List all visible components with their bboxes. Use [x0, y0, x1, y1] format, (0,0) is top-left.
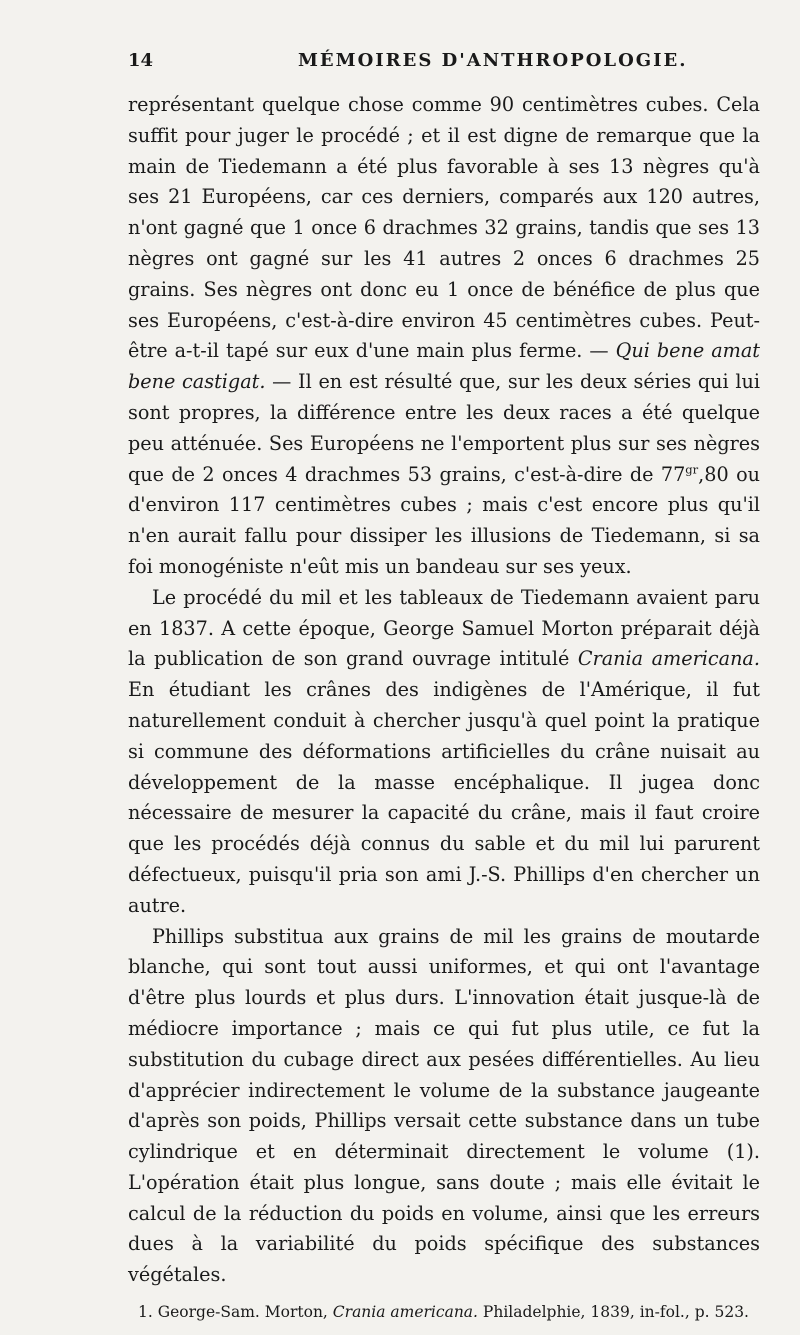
latin-quote: Qui bene amat bene castigat.: [128, 339, 760, 394]
running-head: [128, 50, 760, 84]
running-title: MÉMOIRES D'ANTHROPOLOGIE.: [298, 50, 688, 71]
paragraph-1: [128, 90, 760, 583]
footnote: [128, 1301, 760, 1323]
paragraph-2-text-a: Le procédé du mil et les tableaux de Tiedemann avaient paru en 1837. A cette époque, George Samuel Morton préparait déjà la publication de son grand ouvrage intitulé: [128, 585, 760, 671]
paragraph-1-text-b: — Il en est résulté que, sur les deux séries qui lui sont propres, la différence entre les deux races a été quelque peu atténuée. Ses Européens ne l'emportent plus sur ses nègres que de 2 onces 4 drachmes 53 grains, c'est-à-dire de 77: [128, 370, 760, 486]
footnote-rest: Philadelphie, 1839, in-fol., p. 523.: [482, 1303, 749, 1322]
footnote-marker: 1.: [138, 1303, 153, 1322]
book-title-crania: Crania americana.: [577, 647, 760, 671]
paragraph-3: [128, 922, 760, 1292]
page-number: 14: [128, 50, 154, 71]
footnote-author: George-Sam. Morton,: [157, 1303, 328, 1322]
grams-superscript: gr: [685, 462, 699, 477]
footnote-title: Crania americana.: [332, 1303, 478, 1322]
paragraph-2: [128, 583, 760, 922]
paragraph-1-text-a: représentant quelque chose comme 90 centimètres cubes. Cela suffit pour juger le procédé ; et il est digne de remarque que la main de Tiedemann a été plus favorable à ses 13 nègres qu'à ses 21 Européens, car ces derniers, comparés aux 120 autres, n'ont gagné que 1 once 6 drachmes 32 grains, tandis que ses 13 nègres ont gagné sur les 41 autres 2 onces 6 drachmes 25 grains. Ses nègres ont donc eu 1 once de bénéfice de plus que ses Européens, c'est-à-dire environ 45 centimètres cubes. Peut-être a-t-il tapé sur eux d'une main plus ferme. —: [128, 93, 760, 363]
paragraph-1-text-c: ,80 ou d'environ 117 centimètres cubes ; mais c'est encore plus qu'il n'en aurait fallu pour dissiper les illusions de Tiedemann, si sa foi monogéniste n'eût mis un bandeau sur ses yeux.: [128, 462, 760, 578]
paragraph-3-text: Phillips substitua aux grains de mil les grains de moutarde blanche, qui sont tout aussi uniformes, et qui ont l'avantage d'être plus lourds et plus durs. L'innovation était jusque-là de médiocre importance ; mais ce qui fut plus utile, ce fut la substitution du cubage direct aux pesées différentielles. Au lieu d'apprécier indirectement le volume de la substance jaugeante d'après son poids, Phillips versait cette substance dans un tube cylindrique et en déterminait directement le volume (1). L'opération était plus longue, sans doute ; mais elle évitait le calcul de la réduction du poids en volume, ainsi que les erreurs dues à la variabilité du poids spécifique des substances végétales.: [128, 924, 760, 1287]
paragraph-2-text-b: En étudiant les crânes des indigènes de l'Amérique, il fut naturellement conduit à chercher jusqu'à quel point la pratique si commune des déformations artificielles du crâne nuisait au développement de la masse encéphalique. Il jugea donc nécessaire de mesurer la capacité du crâne, mais il faut croire que les procédés déjà connus du sable et du mil lui parurent défectueux, puisqu'il pria son ami J.-S. Phillips d'en chercher un autre.: [128, 678, 760, 917]
body-text: [128, 90, 760, 1291]
